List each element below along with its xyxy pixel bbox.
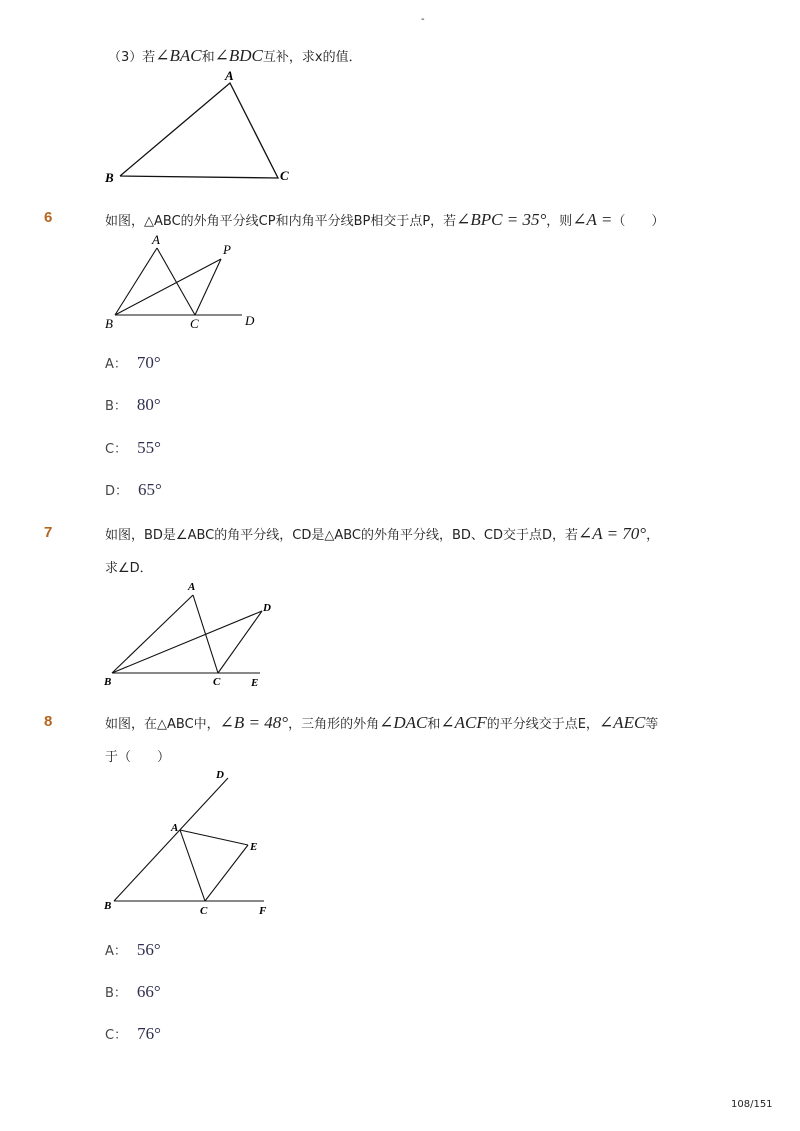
q6-line-cp <box>195 259 221 315</box>
q6-label-a: A <box>152 234 160 247</box>
q8-label-c: C <box>200 905 208 917</box>
q6-line-ac <box>157 248 195 315</box>
q6-option-a-value: 70° <box>136 353 161 372</box>
q8-math-b: ∠B = 48° <box>219 713 289 732</box>
q8-option-b-label: B： <box>105 986 127 1001</box>
question-6-text <box>105 210 664 230</box>
q6-option-a[interactable] <box>105 353 161 373</box>
q8-math-acf: ∠ACF <box>440 713 487 732</box>
q8-text-mid1: ，三角形的外角 <box>288 717 380 732</box>
q6-math-bpc: ∠BPC = 35° <box>456 210 547 229</box>
q7-label-a: A <box>188 581 196 593</box>
q6-option-c-value: 55° <box>137 438 161 457</box>
question-7-number: 7 <box>44 524 53 541</box>
q6-text-mid: ，则 <box>546 214 573 229</box>
question-8-line2: 于（ ） <box>105 750 171 765</box>
part3-question <box>108 46 362 66</box>
q8-line-ac <box>180 830 205 901</box>
fig1-label-b: B <box>105 170 114 185</box>
q7-label-d: D <box>263 602 271 614</box>
q8-label-d: D <box>216 769 224 781</box>
q6-label-p: P <box>223 242 231 257</box>
q8-line-bd <box>114 778 228 901</box>
q7-line-ba <box>112 595 193 673</box>
q6-text-prefix: 如图，△ABC的外角平分线CP和内角平分线BP相交于点P，若 <box>105 214 457 229</box>
question-7-figure <box>100 578 280 690</box>
question-7-line2: 求∠D． <box>105 561 153 576</box>
part3-angle1: ∠BAC <box>155 46 202 65</box>
q7-label-e: E <box>251 677 259 689</box>
q8-label-f: F <box>259 905 267 917</box>
q6-label-b: B <box>105 316 113 331</box>
page-number: 108/151 <box>731 1099 773 1110</box>
q8-text-mid2: 和 <box>427 717 441 732</box>
q8-math-aec: ∠AEC <box>598 713 646 732</box>
q7-label-c: C <box>213 676 221 688</box>
part3-angle2: ∠BDC <box>214 46 263 65</box>
q6-math-a: ∠A = <box>572 210 613 229</box>
q8-text-suffix: 等 <box>645 717 659 732</box>
part3-prefix: （3）若 <box>108 50 156 65</box>
q7-text-suffix: ， <box>646 528 660 543</box>
q6-label-d: D <box>245 313 255 328</box>
q6-option-b[interactable] <box>105 395 161 415</box>
q8-line-ce <box>205 845 248 901</box>
q6-line-ba <box>115 248 157 315</box>
header-mark: - <box>421 14 425 25</box>
q8-line-ae <box>180 830 248 845</box>
q8-math-dac: ∠DAC <box>379 713 428 732</box>
q6-option-d-label: D： <box>105 484 129 499</box>
q8-label-a: A <box>171 822 179 834</box>
q8-option-c-label: C： <box>105 1028 128 1043</box>
q7-math-a: ∠A = 70° <box>578 524 647 543</box>
q8-option-a[interactable] <box>105 940 161 960</box>
q8-label-e: E <box>250 841 258 853</box>
fig1-label-c: C <box>280 168 289 183</box>
q8-option-a-label: A： <box>105 944 127 959</box>
q8-option-c[interactable] <box>105 1024 161 1044</box>
part3-suffix: 互补，求x的值． <box>262 50 362 65</box>
fig1-label-a: A <box>225 68 234 83</box>
q7-label-b: B <box>104 676 112 688</box>
q8-option-c-value: 76° <box>137 1024 161 1043</box>
q8-label-b: B <box>104 900 112 912</box>
q8-option-b[interactable] <box>105 982 161 1002</box>
question-8-figure <box>100 768 280 920</box>
q8-text-mid3: 的平分线交于点E， <box>486 717 599 732</box>
question-8-text <box>105 713 658 733</box>
q7-text-prefix: 如图，BD是∠ABC的角平分线，CD是△ABC的外角平分线，BD、CD交于点D，若 <box>105 528 579 543</box>
triangle-abc-lines <box>120 83 278 178</box>
q6-option-c[interactable] <box>105 438 161 458</box>
q6-text-suffix: （ ） <box>612 214 665 229</box>
q6-option-d-value: 65° <box>138 480 162 499</box>
q8-text-prefix: 如图，在△ABC中， <box>105 717 220 732</box>
question-6-figure <box>100 234 270 334</box>
q8-option-b-value: 66° <box>136 982 161 1001</box>
q6-option-b-label: B： <box>105 399 127 414</box>
triangle-figure-part3 <box>100 66 300 191</box>
q6-option-d[interactable] <box>105 480 162 500</box>
question-7-text <box>105 524 659 544</box>
q6-label-c: C <box>190 316 199 331</box>
question-6-number: 6 <box>44 209 53 226</box>
question-8-number: 8 <box>44 713 53 730</box>
q6-option-a-label: A： <box>105 357 127 372</box>
q6-option-c-label: C： <box>105 442 128 457</box>
q8-option-a-value: 56° <box>136 940 161 959</box>
q6-option-b-value: 80° <box>136 395 161 414</box>
part3-mid: 和 <box>201 50 215 65</box>
